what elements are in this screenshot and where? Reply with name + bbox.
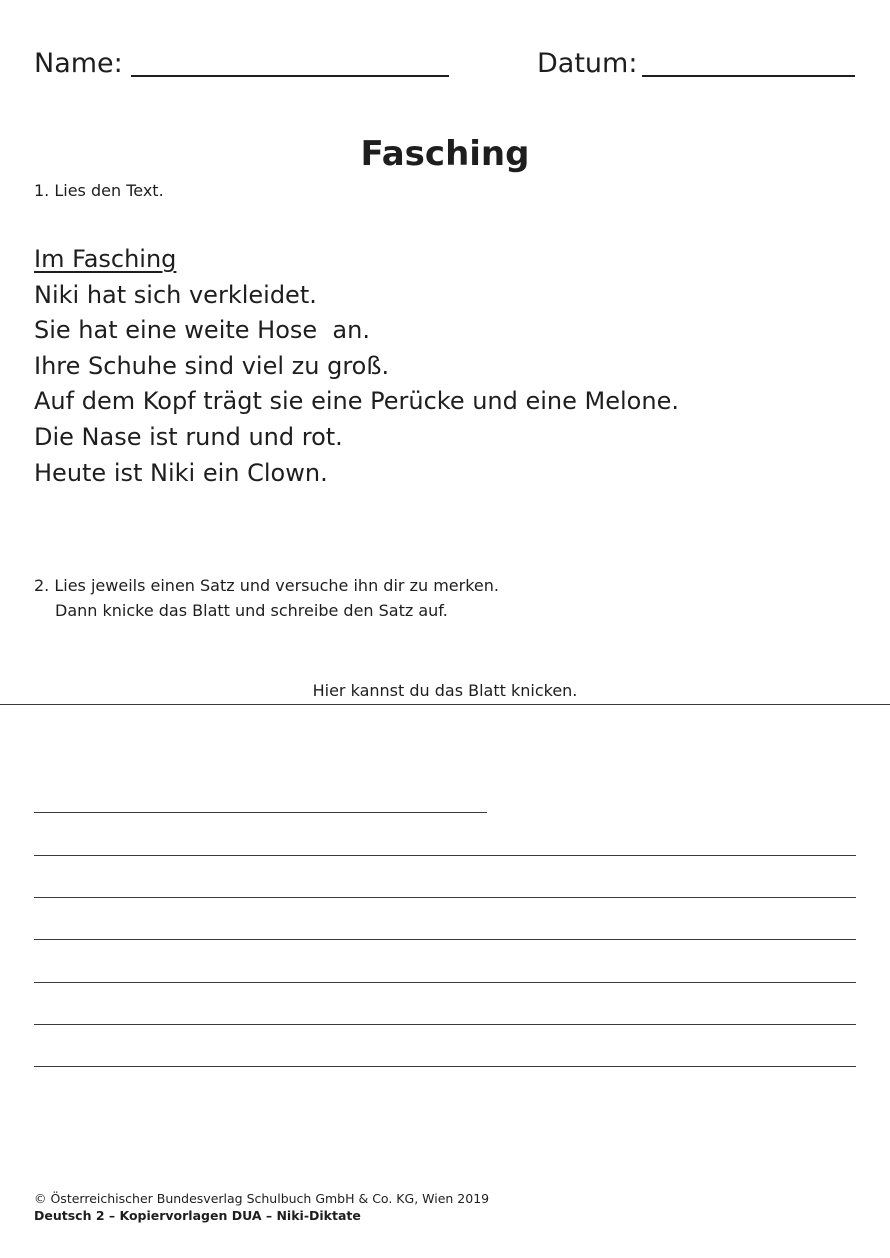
writing-line[interactable]: [34, 1066, 856, 1067]
fold-line: [0, 704, 890, 705]
name-label: Name:: [34, 48, 123, 79]
story-line: Ihre Schuhe sind viel zu groß.: [34, 351, 390, 380]
date-label: Datum:: [537, 48, 638, 79]
story-heading: Im Fasching: [34, 245, 177, 273]
task-2-instruction-cont: Dann knicke das Blatt und schreibe den Satz auf.: [55, 601, 448, 620]
fold-hint: Hier kannst du das Blatt knicken.: [312, 681, 578, 700]
footer-copyright: © Österreichischer Bundesverlag Schulbuch GmbH & Co. KG, Wien 2019: [34, 1191, 490, 1206]
writing-line[interactable]: [34, 939, 856, 940]
writing-line[interactable]: [34, 982, 856, 983]
writing-line[interactable]: [34, 897, 856, 898]
date-write-line[interactable]: [642, 75, 855, 77]
writing-line[interactable]: [34, 812, 487, 813]
name-write-line[interactable]: [131, 75, 449, 77]
story-text: [34, 242, 679, 491]
writing-line[interactable]: [34, 855, 856, 856]
task-2-instruction: 2. Lies jeweils einen Satz und versuche ihn dir zu merken.: [34, 576, 499, 595]
task-1-instruction: 1. Lies den Text.: [34, 181, 164, 200]
story-line: Auf dem Kopf trägt sie eine Perücke und eine Melone.: [34, 387, 679, 416]
story-line: Heute ist Niki ein Clown.: [34, 458, 328, 487]
writing-line[interactable]: [34, 1024, 856, 1025]
footer-series: Deutsch 2 – Kopiervorlagen DUA – Niki-Diktate: [34, 1208, 361, 1223]
story-line: Niki hat sich verkleidet.: [34, 280, 317, 309]
page-title: Fasching: [360, 134, 530, 174]
story-line: Die Nase ist rund und rot.: [34, 422, 343, 451]
story-line: Sie hat eine weite Hose an.: [34, 316, 370, 345]
